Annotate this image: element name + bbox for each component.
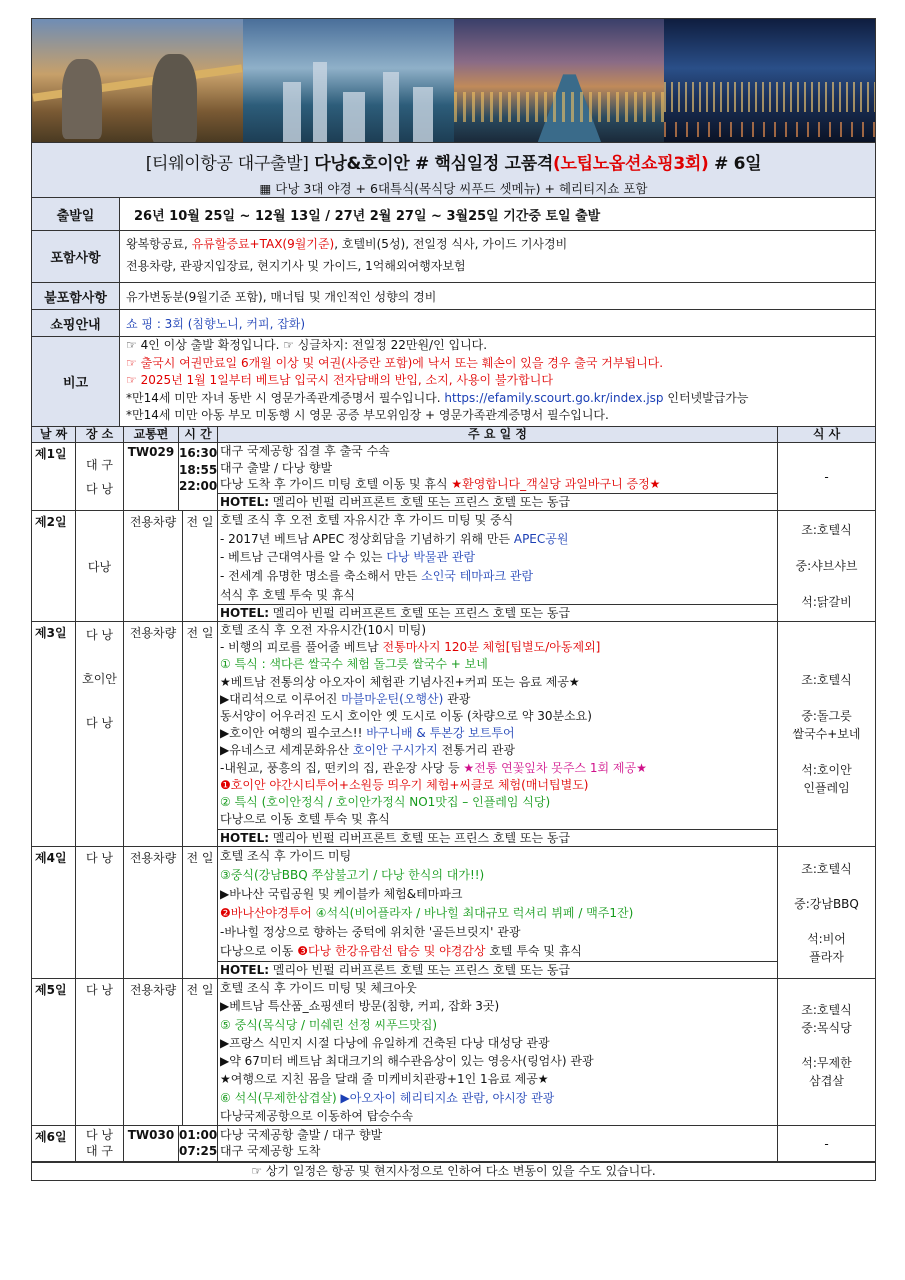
page-title: [티웨이항공 대구출발] 다낭&호이안 # 핵심일정 고품격(노팁노옵션쇼핑3회) # 6일: [145, 154, 762, 174]
notes-row: [31, 337, 876, 427]
departure-label: 출발일: [32, 198, 120, 230]
hoian-river-photo: [454, 19, 665, 142]
included-row: [31, 231, 876, 283]
notes-value: [120, 337, 875, 426]
itinerary-table: [31, 427, 876, 1163]
page-subtitle: ▦ 다낭 3대 야경 + 6대특식(목식당 씨푸드 셋메뉴) + 헤리티지쇼 포함: [259, 181, 648, 196]
shopping-label: 쇼핑안내: [32, 310, 120, 336]
golden-bridge-photo: [32, 19, 243, 142]
shopping-row: [31, 310, 876, 337]
departure-value: 26년 10월 25일 ~ 12월 13일 / 27년 2월 27일 ~ 3월25일 기간중 토일 출발: [134, 208, 601, 224]
included-label: 포함사항: [32, 231, 120, 282]
day-row: 제6일 다 낭 대 구 TW030 01:00 07:25 다낭 국제공항 출발 / 대구 향발 대구 국제공항 도착 -: [32, 1126, 875, 1162]
hotel-line: HOTEL: 멜리아 빈펄 리버프론트 호텔 또는 프린스 호텔 또는 동급: [218, 961, 777, 978]
efamily-link[interactable]: https://efamily.scourt.go.kr/index.jsp: [444, 390, 664, 405]
excluded-value: 유가변동분(9월기준 포함), 매너팁 및 개인적인 성향의 경비: [126, 289, 437, 304]
excluded-label: 불포함사항: [32, 283, 120, 309]
danang-city-photo: [243, 19, 454, 142]
hotel-line: HOTEL: 멜리아 빈펄 리버프론트 호텔 또는 프린스 호텔 또는 동급: [218, 829, 777, 846]
title-block: [31, 143, 876, 198]
note-2: ☞ 출국시 여권만료일 6개월 이상 및 여권(사증란 포함)에 낙서 또는 훼손이 있을 경우 출국 거부됩니다.: [126, 355, 664, 370]
day-row: 제4일 다 낭 전용차량 전 일 호텔 조식 후 가이드 미팅 ③중식(강남BBQ 쭈삼불고기 / 다낭 한식의 대가!!) ▶바나산 국립공원 및 케이블카 체험&테마파크 ❷바나산야경투어 ④석식(비어플라자 / 바나힐 최대규모 럭셔리 뷔페 / 맥주1잔) -바나힐 정상으로 향하는 중턱에 위치한 '골든브릿지' 관광 다낭으로 이동 ❸다낭 한강유람선 탑승 및 야경감상 호텔 투숙 및 휴식 HOTEL: 멜리아 빈펄 리버프론트 호텔 또는 프린스 호텔 또는 동급 조:호텔식 중:강남BBQ 석:비어 플라자: [32, 847, 875, 979]
note-3: ☞ 2025년 1월 1일부터 베트남 입국시 전자담배의 반입, 소지, 사용이 불가합니다: [126, 373, 553, 387]
footer-note: ☞ 상기 일정은 항공 및 현지사정으로 인하여 다소 변동이 있을 수도 있습니다.: [31, 1163, 876, 1181]
note-4: *만14세 미만 자녀 동반 시 영문가족관계증명서 필수입니다. https://efamily.scourt.go.kr/index.jsp 인터넷발급가능: [126, 390, 749, 405]
departure-row: [31, 198, 876, 231]
note-5: *만14세 미만 아동 부모 미동행 시 영문 공증 부모위임장 + 영문가족관계증명서 필수입니다.: [126, 408, 609, 422]
photo-banner: [31, 18, 876, 143]
day-row: 제1일 대 구 다 낭 TW029 16:30 18:55 22:00 대구 국제공항 집결 후 출국 수속 대구 출발 / 다낭 향발 다낭 도착 후 가이드 미팅 호텔 이동 및 휴식 ★환영합니다_객실당 과일바구니 증정★ HOTEL: 멜리아 빈펄 리버프론트 호텔 또는 프린스 호텔 또는 동급 -: [32, 443, 875, 511]
shopping-value: 쇼 핑 : 3회 (침향노니, 커피, 잡화): [126, 316, 306, 331]
included-value: 왕복항공료, 유류할증료+TAX(9월기준), 호텔비(5성), 전일정 식사, 가이드 기사경비 전용차량, 관광지입장료, 현지기사 및 가이드, 1억해외여행자보험: [126, 237, 568, 273]
day-row: 제5일 다 낭 전용차량 전 일 호텔 조식 후 가이드 미팅 및 체크아웃 ▶베트남 특산품_쇼핑센터 방문(침향, 커피, 잡화 3곳) ⑤ 중식(목식당 / 미쉐린 선정 씨푸드맛집) ▶프랑스 식민지 시절 다낭에 유일하게 건축된 다낭 대성당 관광 ▶약 67미터 베트남 최대크기의 해수관음상이 있는 영응사(링엄사) 관광 ★여행으로 지친 몸을 달래 줄 미케비치관광+1인 1음료 제공★ ⑥ 석식(무제한삼겹살) ▶아오자이 헤리티지쇼 관람, 야시장 관광 다낭국제공항으로 이동하여 탑승수속 조:호텔식 중:목식당 석:무제한 삼겹살: [32, 979, 875, 1126]
danang-night-photo: [664, 19, 875, 142]
excluded-row: [31, 283, 876, 310]
notes-label: 비고: [32, 337, 120, 426]
itinerary-document: [31, 18, 876, 1181]
note-1: ☞ 4인 이상 출발 확정입니다. ☞ 싱글차지: 전일정 22만원/인 입니다.: [126, 338, 488, 352]
day-row: 제3일 다 낭 호이안 다 낭 전용차량 전 일 호텔 조식 후 오전 자유시간(10시 미팅) - 비행의 피로를 풀어줄 베트남 전통마사지 120분 체험[팁별도/아동제외] ① 특식 : 색다른 쌀국수 체험 돌그릇 쌀국수 + 보네 ★베트남 전통의상 아오자이 체험관 기념사진+커피 또는 음료 제공★ ▶대리석으로 이루어진 마블마운틴(오행산) 관광 동서양이 어우러진 도시 호이안 옛 도시로 이동 (차량으로 약 30분소요) ▶호이안 여행의 필수코스!! 바구니배 & 투본강 보트투어 ▶유네스코 세계문화유산 호이안 구시가지 전통거리 관광 -내원교, 풍흥의 집, 떤키의 집, 관운장 사당 등 ★전통 연꽃잎차 못주스 1회 제공★ ❶호이안 야간시티투어+소원등 띄우기 체험+씨클로 체험(매너팁별도) ② 특식 (호이안정식 / 호이안가정식 NO1맛집 – 인플레임 식당) 다낭으로 이동 호텔 투숙 및 휴식 HOTEL: 멜리아 빈펄 리버프론트 호텔 또는 프린스 호텔 또는 동급 조:호텔식 중:돌그릇 쌀국수+보네 석:호이안 인플레임: [32, 622, 875, 847]
hotel-line: HOTEL: 멜리아 빈펄 리버프론트 호텔 또는 프린스 호텔 또는 동급: [218, 604, 777, 621]
itinerary-header: 날 짜 장 소 교통편 시 간 주 요 일 정 식 사: [32, 427, 875, 443]
day-row: 제2일 다낭 전용차량 전 일 호텔 조식 후 오전 호텔 자유시간 후 가이드 미팅 및 중식 - 2017년 베트남 APEC 정상회담을 기념하기 위해 만든 APEC공원 - 베트남 근대역사를 알 수 있는 다낭 박물관 관람 - 전세계 유명한 명소를 축소해서 만든 소인국 테마파크 관람 석식 후 호텔 투숙 및 휴식 HOTEL: 멜리아 빈펄 리버프론트 호텔 또는 프린스 호텔 또는 동급 조:호텔식 중:샤브샤브 석:닭갈비: [32, 511, 875, 622]
hotel-line: HOTEL: 멜리아 빈펄 리버프론트 호텔 또는 프린스 호텔 또는 동급: [218, 493, 777, 510]
